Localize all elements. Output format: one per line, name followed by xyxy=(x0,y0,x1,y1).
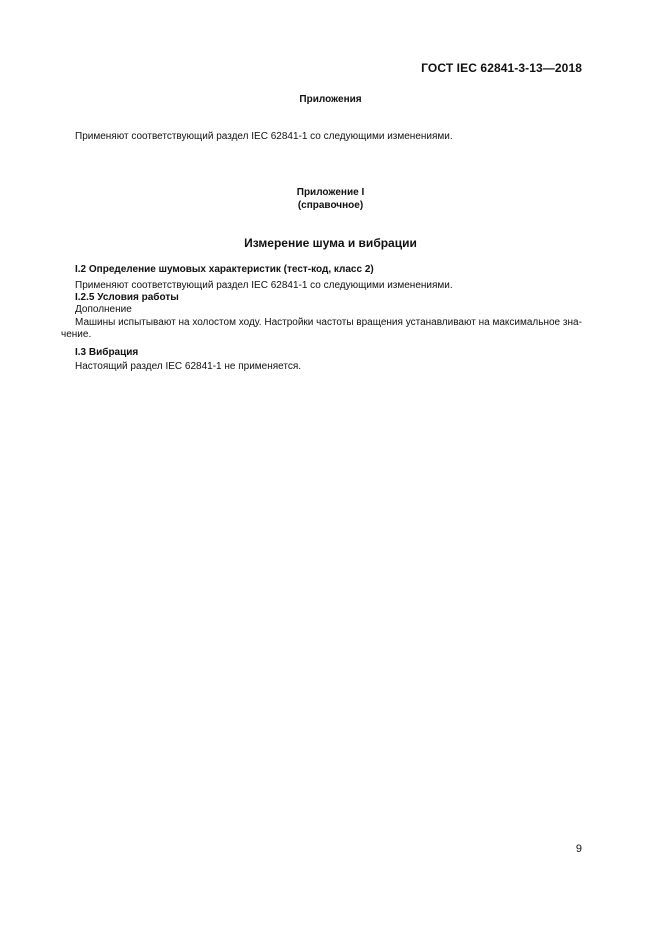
section-i3-text: Настоящий раздел IEC 62841-1 не применяется. xyxy=(75,361,302,372)
section-i3-heading: I.3 Вибрация xyxy=(75,347,139,358)
document-code: ГОСТ IEC 62841-3-13—2018 xyxy=(421,61,582,75)
section-i2-text: Применяют соответствующий раздел IEC 62841-1 со следующими изменениями. xyxy=(75,280,453,291)
appendices-text: Применяют соответствующий раздел IEC 62841-1 со следующими изменениями. xyxy=(75,131,453,142)
section-i25-text-line2: чение. xyxy=(61,329,92,340)
page-number: 9 xyxy=(575,843,582,855)
section-i25-heading: I.2.5 Условия работы xyxy=(75,292,179,303)
annex-title: Приложение I xyxy=(296,187,365,198)
section-i2-heading: I.2 Определение шумовых характеристик (тест-код, класс 2) xyxy=(75,264,374,275)
annex-status: (справочное) xyxy=(297,200,364,211)
appendices-title: Приложения xyxy=(299,94,362,105)
annex-heading: Измерение шума и вибрации xyxy=(244,236,417,250)
section-i25-note: Дополнение xyxy=(75,304,132,315)
section-i25-text-line1: Машины испытывают на холостом ходу. Настройки частоты вращения устанавливают на максимальное зна- xyxy=(75,317,582,328)
